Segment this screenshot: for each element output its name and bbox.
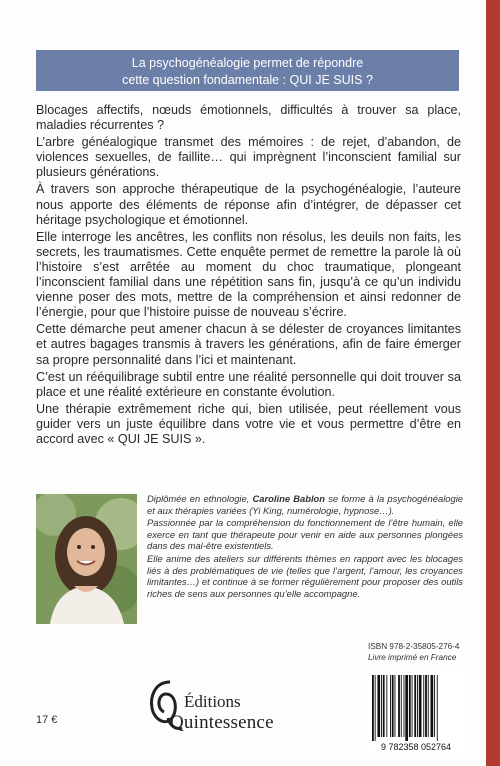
barcode-bar: [372, 675, 374, 741]
barcode-bar: [390, 675, 391, 737]
barcode-bar: [377, 675, 380, 737]
barcode-bar: [381, 675, 382, 737]
publisher-name-bottom: Quintessence: [170, 712, 274, 733]
author-name: Caroline Bablon: [252, 493, 326, 504]
publisher-logo: [148, 676, 274, 746]
barcode-bar: [383, 675, 385, 737]
paragraph: Blocages affectifs, nœuds émotionnels, difficultés à trouver sa place, maladies récurrentes ?: [36, 103, 461, 133]
isbn-block: [368, 641, 468, 663]
barcode-bar: [375, 675, 376, 741]
barcode-bar: [409, 675, 411, 737]
bio-intro-rest: se forme à la psychogénéalogie et aux thérapies variées (Yi King, numérologie, hypnose…).: [147, 493, 463, 516]
barcode-bar: [412, 675, 413, 737]
barcode-bars: [366, 671, 466, 755]
barcode-bar: [434, 675, 435, 737]
barcode: [366, 671, 466, 755]
paragraph: C’est un rééquilibrage subtil entre une réalité personnelle qui doit trouver sa place et une réalité extérieure en constante évolution.: [36, 369, 461, 399]
author-portrait-image: [36, 494, 137, 624]
paragraph: Elle interroge les ancêtres, les conflits non résolus, les deuils non faits, les secrets, les traumatismes. Cette enquête permet de remettre la parole là où l’histoire s’est arrêtée au moment du choc traumatique, plongeant l’inconscient familial dans une répétition sans fin, jusqu’à ce qu’un individu vienne poser des mots, mettre de la compréhension et ainsi redonner de l’énergie, pour que l’histoire puisse de nouveau s’écrire.: [36, 229, 461, 320]
bio-paragraph-3: Elle anime des ateliers sur différents thèmes en rapport avec les blocages liés à des problématiques de vie (telles que l’argent, l’amour, les croyances limitantes…) et continue à se former régulièrement pour proposer des outils riches de sens aux personnes qu’elle accompagne.: [147, 552, 463, 599]
spine-color-strip: [486, 0, 500, 766]
banner-line-2: cette question fondamentale : QUI JE SUIS ?: [122, 73, 373, 87]
bio-paragraph-1: [147, 493, 463, 516]
barcode-bar: [401, 675, 402, 737]
barcode-bar: [405, 675, 408, 741]
price-label: 17 €: [36, 714, 58, 726]
barcode-bar: [419, 675, 422, 737]
paragraph: L’arbre généalogique transmet des mémoires : de rejet, d’abandon, de violences sexuelles, de faillite… qui imprègnent l’inconscient familial sur plusieurs générations.: [36, 135, 461, 180]
barcode-bar: [392, 675, 394, 737]
barcode-bar: [423, 675, 424, 737]
barcode-digits: 9 782358 052764: [380, 742, 452, 752]
isbn-number: ISBN 978-2-35805-276-4: [368, 642, 460, 651]
paragraph: Une thérapie extrêmement riche qui, bien utilisée, peut réellement vous guider vers un juste équilibre dans votre vie et vous permettre d’être en accord avec « QUI JE SUIS ».: [36, 401, 461, 446]
publisher-name-top: Éditions: [184, 692, 241, 711]
barcode-bar: [386, 675, 387, 737]
barcode-bar: [428, 675, 429, 737]
bio-intro: Diplômée en ethnologie,: [147, 493, 253, 504]
banner-line-1: La psychogénéalogie permet de répondre: [131, 56, 364, 70]
author-photo: [36, 494, 137, 624]
bio-paragraph-2: Passionnée par la compréhension du fonctionnement de l’être humain, elle exerce en tant que thérapeute pour venir en aide aux personnes plongées dans des mal-être existentiels.: [147, 517, 463, 552]
paragraph: À travers son approche thérapeutique de la psychogénéalogie, l’auteure nous apporte des éléments de réponse afin d’intégrer, de dépasser cet héritage psychologique et émotionnel.: [36, 182, 461, 227]
author-biography: [147, 493, 463, 600]
barcode-bar: [404, 675, 405, 737]
barcode-bar: [414, 675, 416, 737]
back-cover-description: [36, 103, 461, 449]
barcode-bar: [395, 675, 396, 737]
barcode-bar: [417, 675, 418, 737]
paragraph: Cette démarche peut amener chacun à se délester de croyances limitantes et autres bagages transmis à travers les générations, afin de faire émerger sa propre personnalité dans l’ici et maintenant.: [36, 322, 461, 367]
barcode-bar: [425, 675, 427, 737]
headline-banner: [36, 50, 459, 91]
barcode-bar: [398, 675, 400, 737]
printed-in: Livre imprimé en France: [368, 653, 457, 662]
barcode-bar: [437, 675, 438, 741]
barcode-bar: [431, 675, 434, 737]
